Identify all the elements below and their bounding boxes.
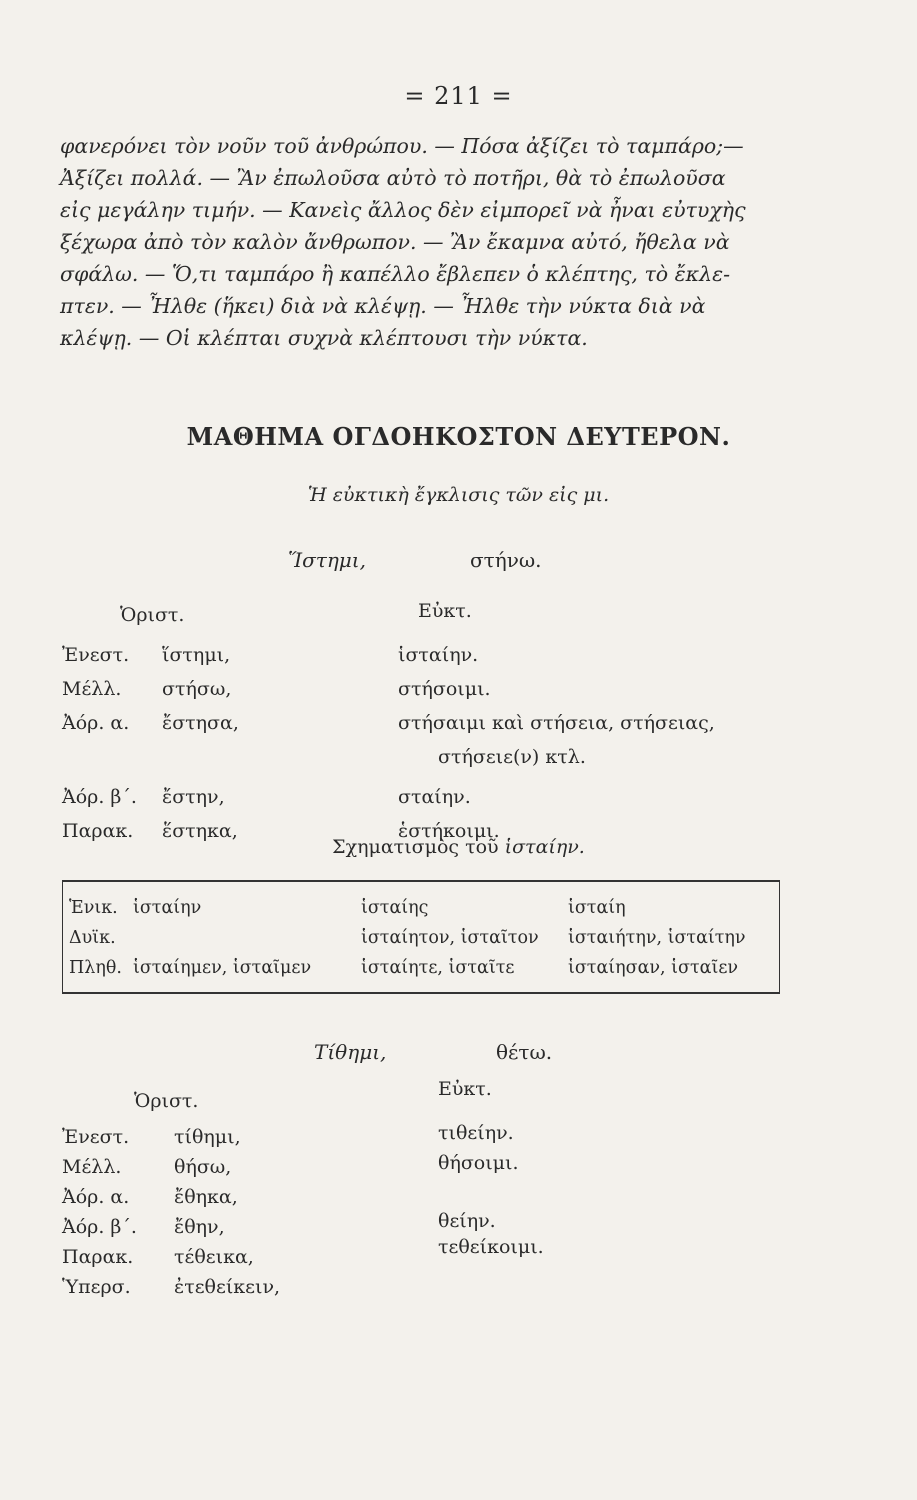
indicative-form: ἐτεθείκειν, <box>174 1276 281 1298</box>
indicative-form: ἔστην, <box>162 786 225 808</box>
verb2-name: Τίθημι, <box>314 1040 387 1064</box>
indicative-form: τίθημι, <box>174 1126 241 1148</box>
second-person: ἱσταίητον, ἱσταῖτον <box>361 928 539 948</box>
optative-form: θήσοιμι. <box>438 1152 519 1174</box>
verb2-conjugation <box>62 1122 842 1306</box>
intro-line: εἰς μεγάλην τιμήν. — Κανεὶς ἄλλος δὲν εἰμπορεῖ νὰ ἦναι εὐτυχὴς <box>60 198 746 222</box>
optative-form: τεθείκοιμι. <box>438 1236 544 1258</box>
schema-label: Σχηματισμὸς τοῦ <box>332 836 499 858</box>
tense-label: Ἐνεστ. <box>62 644 130 666</box>
intro-line: πτεν. — Ἦλθε (ἥκει) διὰ νὰ κλέψῃ. — Ἦλθε τὴν νύκτα διὰ νὰ <box>60 294 706 318</box>
conj-row <box>62 1152 842 1186</box>
page-number: = 211 = <box>404 82 513 110</box>
tense-label: Παρακ. <box>62 820 134 842</box>
tense-label: Ἐνεστ. <box>62 1126 130 1148</box>
tense-label: Ἀόρ. α. <box>62 1186 130 1208</box>
lesson-subtitle: Ἡ εὐκτικὴ ἔγκλισις τῶν εἰς μι. <box>307 484 610 506</box>
third-person: ἱσταίη <box>568 898 626 918</box>
indicative-form: θήσω, <box>174 1156 232 1178</box>
tense-label: Ἀόρ. α. <box>62 712 130 734</box>
verb1-name: Ἵστημι, <box>288 548 367 572</box>
tense-label: Ἀόρ. β΄. <box>62 1216 137 1238</box>
conj-row <box>62 712 842 746</box>
tense-label: Παρακ. <box>62 1246 134 1268</box>
indicative-form: τέθεικα, <box>174 1246 254 1268</box>
conj-row <box>62 678 842 712</box>
optative-form: στήσαιμι καὶ στήσεια, στήσειας, <box>398 712 715 734</box>
optative-form: ἑστήκοιμι. <box>398 820 500 842</box>
lesson-heading: ΜΑΘΗΜΑ ΟΓΔΟΗΚΟΣΤΟΝ ΔΕΥΤΕΡΟΝ. <box>186 422 731 451</box>
verb2-col-optative: Εὐκτ. <box>438 1078 492 1100</box>
optative-form: τιθείην. <box>438 1122 514 1144</box>
number-label: Ἑνικ. <box>69 898 118 918</box>
conj-row <box>62 644 842 678</box>
verb1-translation: στήνω. <box>470 548 542 572</box>
third-person: ἱσταιήτην, ἱσταίτην <box>568 928 746 948</box>
number-label: Δυϊκ. <box>69 928 116 948</box>
optative-form: στήσειε(ν) κτλ. <box>438 746 586 768</box>
third-person: ἱσταίησαν, ἱσταῖεν <box>568 958 739 978</box>
tense-label: Μέλλ. <box>62 678 122 700</box>
intro-line: Ἀξίζει πολλά. — Ἂν ἐπωλοῦσα αὐτὸ τὸ ποτῆρι, θὰ τὸ ἐπωλοῦσα <box>60 166 726 190</box>
verb2-col-indicative: Ὁριστ. <box>134 1090 199 1112</box>
indicative-form: ἔθηκα, <box>174 1186 238 1208</box>
indicative-form: ἔθην, <box>174 1216 225 1238</box>
intro-line: φανερόνει τὸν νοῦν τοῦ ἀνθρώπου. — Πόσα ἀξίζει τὸ ταμπάρο;— <box>60 134 744 158</box>
indicative-form: ἔστησα, <box>162 712 239 734</box>
conjugation-table <box>62 880 780 994</box>
optative-form: ἱσταίην. <box>398 644 479 666</box>
second-person: ἱσταίητε, ἱσταῖτε <box>361 958 515 978</box>
indicative-form: ἕστηκα, <box>162 820 238 842</box>
intro-line: σφάλω. — Ὅ,τι ταμπάρο ἢ καπέλλο ἔβλεπεν ὁ κλέπτης, τὸ ἔκλε- <box>60 262 731 286</box>
conj-row <box>62 786 842 820</box>
verb1-col-optative: Εὐκτ. <box>418 600 472 622</box>
table-row <box>63 958 779 986</box>
number-label: Πληθ. <box>69 958 122 978</box>
conj-row <box>62 1276 842 1306</box>
verb1-col-indicative: Ὁριστ. <box>120 604 185 626</box>
tense-label: Μέλλ. <box>62 1156 122 1178</box>
optative-form: στήσοιμι. <box>398 678 491 700</box>
optative-form: θείην. <box>438 1210 496 1232</box>
verb2-translation: θέτω. <box>496 1040 553 1064</box>
optative-form: σταίην. <box>398 786 471 808</box>
tense-label: Ἀόρ. β΄. <box>62 786 137 808</box>
table-row <box>63 928 779 956</box>
intro-paragraph <box>60 130 820 354</box>
indicative-form: στήσω, <box>162 678 232 700</box>
schema-title <box>0 836 917 858</box>
first-person: ἱσταίημεν, ἱσταῖμεν <box>133 958 312 978</box>
intro-line: ξέχωρα ἀπὸ τὸν καλὸν ἄνθρωπον. — Ἂν ἔκαμνα αὐτό, ἤθελα νὰ <box>60 230 730 254</box>
tense-label: Ὑπερσ. <box>62 1276 131 1298</box>
schema-word: ἱσταίην. <box>504 836 585 858</box>
conj-row <box>62 746 842 786</box>
intro-line: κλέψῃ. — Οἱ κλέπται συχνὰ κλέπτουσι τὴν νύκτα. <box>60 326 588 350</box>
indicative-form: ἵστημι, <box>162 644 231 666</box>
first-person: ἱσταίην <box>133 898 202 918</box>
verb1-conjugation <box>62 644 842 854</box>
second-person: ἱσταίης <box>361 898 429 918</box>
table-row <box>63 898 779 926</box>
conj-row <box>62 1236 842 1276</box>
